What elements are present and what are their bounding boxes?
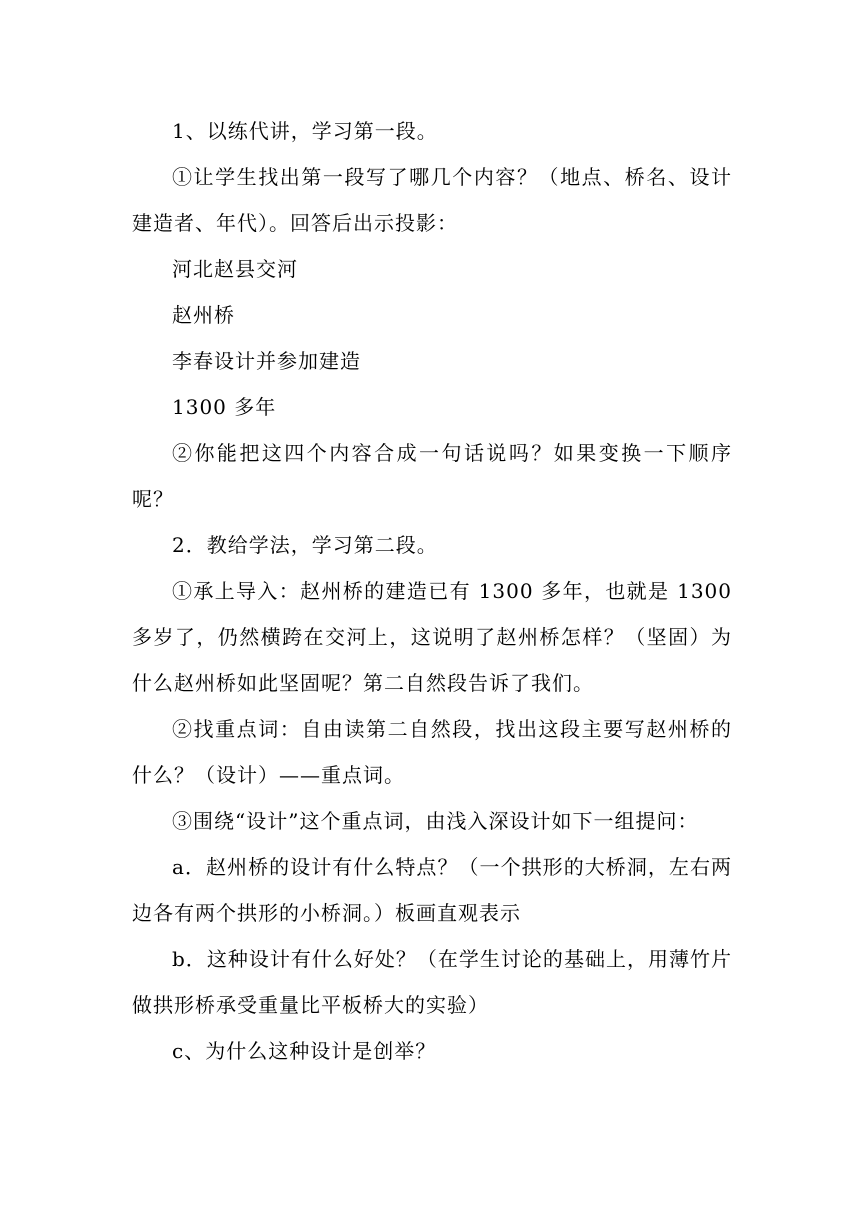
paragraph-questions-intro: ③围绕“设计”这个重点词，由浅入深设计如下一组提问： — [172, 809, 699, 833]
paragraph-section-2-heading: 2．教给学法，学习第二段。 — [172, 533, 438, 557]
paragraph-section-1-heading: 1、以练代讲，学习第一段。 — [172, 119, 438, 143]
paragraph-question-c: c、为什么这种设计是创举？ — [172, 1039, 437, 1063]
paragraph-bridge-name: 赵州桥 — [172, 303, 235, 327]
paragraph-age: 1300 多年 — [172, 395, 277, 419]
paragraph-location: 河北赵县交河 — [172, 257, 298, 281]
paragraph-question-b: b．这种设计有什么好处？（在学生讨论的基础上，用薄竹片做拱形桥承受重量比平板桥大的实验） — [132, 947, 732, 1017]
paragraph-question-a: a．赵州桥的设计有什么特点？（一个拱形的大桥洞，左右两边各有两个拱形的小桥洞。）板画直观表示 — [132, 855, 732, 925]
paragraph-designer: 李春设计并参加建造 — [172, 349, 361, 373]
paragraph-intro: ①承上导入：赵州桥的建造已有 1300 多年，也就是 1300 多岁了，仍然横跨在交河上，这说明了赵州桥怎样？（坚固）为什么赵州桥如此坚固呢？第二自然段告诉了我们。 — [132, 579, 732, 695]
paragraph-step-2: ②你能把这四个内容合成一句话说吗？如果变换一下顺序呢？ — [132, 441, 732, 511]
document-body — [132, 108, 732, 1074]
paragraph-key-word: ②找重点词：自由读第二自然段，找出这段主要写赵州桥的什么？（设计）——重点词。 — [132, 717, 732, 787]
paragraph-step-1: ①让学生找出第一段写了哪几个内容？（地点、桥名、设计建造者、年代）。回答后出示投影： — [132, 165, 732, 235]
